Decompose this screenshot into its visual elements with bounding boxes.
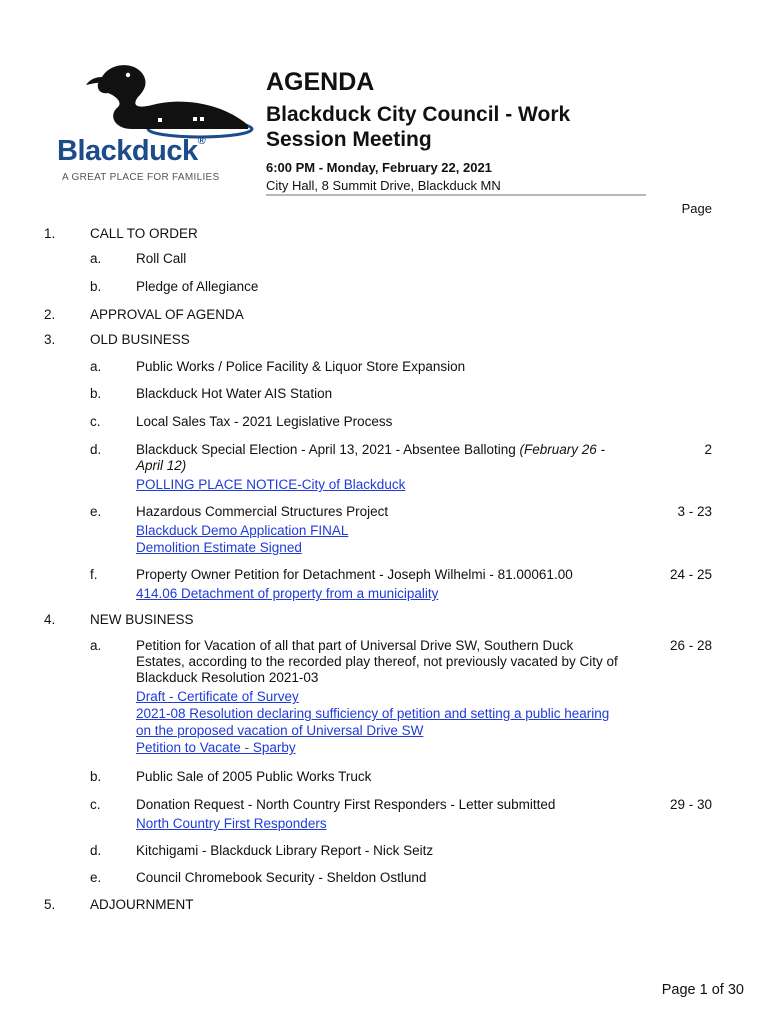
item-page-number: 2 bbox=[704, 442, 712, 457]
item-content bbox=[136, 797, 621, 832]
attachment-link[interactable]: 2021-08 Resolution declaring sufficiency of petition and setting a public hearing on the proposed vacation of Universal Drive SW bbox=[136, 706, 610, 738]
page-footer: Page 1 of 30 bbox=[661, 982, 744, 998]
section-number: 4. bbox=[44, 612, 56, 627]
section-number: 5. bbox=[44, 897, 56, 912]
item-text: Donation Request - North Country First Responders - Letter submitted bbox=[136, 797, 556, 812]
attachment-link[interactable]: Demolition Estimate Signed bbox=[136, 540, 302, 555]
item-text: Kitchigami - Blackduck Library Report - Nick Seitz bbox=[136, 843, 434, 858]
section-number: 2. bbox=[44, 307, 56, 322]
item-letter: c. bbox=[90, 797, 101, 812]
item-text: Property Owner Petition for Detachment - Joseph Wilhelmi - 81.00061.00 bbox=[136, 567, 573, 582]
attachment-link[interactable]: Draft - Certificate of Survey bbox=[136, 689, 299, 704]
attachment-link[interactable]: North Country First Responders bbox=[136, 816, 327, 831]
item-text: Public Works / Police Facility & Liquor Store Expansion bbox=[136, 359, 466, 374]
item-text: Roll Call bbox=[136, 251, 187, 266]
logo-tagline: A GREAT PLACE FOR FAMILIES bbox=[62, 172, 220, 183]
attachment-link[interactable]: Blackduck Demo Application FINAL bbox=[136, 523, 349, 538]
item-content bbox=[136, 567, 621, 602]
item-letter: e. bbox=[90, 870, 102, 885]
logo-wordmark: Blackduck® bbox=[57, 135, 206, 167]
item-text: Blackduck Special Election - April 13, 2021 - Absentee Balloting bbox=[136, 442, 516, 457]
section-label: CALL TO ORDER bbox=[90, 226, 198, 241]
item-letter: e. bbox=[90, 504, 102, 519]
attachment-link[interactable]: Petition to Vacate - Sparby bbox=[136, 740, 296, 755]
section-label: OLD BUSINESS bbox=[90, 332, 190, 347]
registered-mark: ® bbox=[197, 135, 206, 147]
attachment-link[interactable]: 414.06 Detachment of property from a municipality bbox=[136, 586, 439, 601]
item-letter: b. bbox=[90, 279, 102, 294]
item-letter: a. bbox=[90, 638, 102, 653]
agenda-header bbox=[266, 68, 666, 193]
item-content bbox=[136, 442, 621, 493]
item-text: Blackduck Hot Water AIS Station bbox=[136, 386, 333, 401]
item-text: Petition for Vacation of all that part of Universal Drive SW, Southern Duck Estates, according to the recorded play thereof, not previously vacated by City of Blackduck Resolution 2021-03 bbox=[136, 638, 618, 685]
section-label: APPROVAL OF AGENDA bbox=[90, 307, 244, 322]
section-label: NEW BUSINESS bbox=[90, 612, 194, 627]
meeting-location: City Hall, 8 Summit Drive, Blackduck MN bbox=[266, 178, 501, 193]
item-page-number: 24 - 25 bbox=[669, 567, 712, 582]
item-letter: f. bbox=[90, 567, 98, 582]
item-letter: b. bbox=[90, 769, 102, 784]
item-text: Hazardous Commercial Structures Project bbox=[136, 504, 389, 519]
section-number: 1. bbox=[44, 226, 56, 241]
item-letter: d. bbox=[90, 442, 102, 457]
item-page-number: 3 - 23 bbox=[677, 504, 712, 519]
section-number: 3. bbox=[44, 332, 56, 347]
item-date-range: (February 26 - April 12) bbox=[136, 442, 606, 473]
item-text: Local Sales Tax - 2021 Legislative Process bbox=[136, 414, 393, 429]
meeting-title: Blackduck City Council - Work Session Meeting bbox=[266, 103, 571, 151]
item-content bbox=[136, 504, 621, 556]
item-page-number: 29 - 30 bbox=[669, 797, 712, 812]
item-letter: b. bbox=[90, 386, 102, 401]
item-content bbox=[136, 638, 621, 756]
item-letter: c. bbox=[90, 414, 101, 429]
item-letter: a. bbox=[90, 251, 102, 266]
item-letter: a. bbox=[90, 359, 102, 374]
item-page-number: 26 - 28 bbox=[669, 638, 712, 653]
item-text: Public Sale of 2005 Public Works Truck bbox=[136, 769, 372, 784]
item-text: Pledge of Allegiance bbox=[136, 279, 259, 294]
header-divider bbox=[266, 194, 646, 196]
attachment-link[interactable]: POLLING PLACE NOTICE-City of Blackduck bbox=[136, 477, 406, 492]
page-column-header: Page bbox=[681, 201, 712, 216]
city-logo bbox=[52, 55, 262, 185]
section-label: ADJOURNMENT bbox=[90, 897, 194, 912]
item-letter: d. bbox=[90, 843, 102, 858]
item-text: Council Chromebook Security - Sheldon Ostlund bbox=[136, 870, 427, 885]
meeting-datetime: 6:00 PM - Monday, February 22, 2021 bbox=[266, 160, 492, 175]
agenda-title: AGENDA bbox=[266, 68, 375, 96]
